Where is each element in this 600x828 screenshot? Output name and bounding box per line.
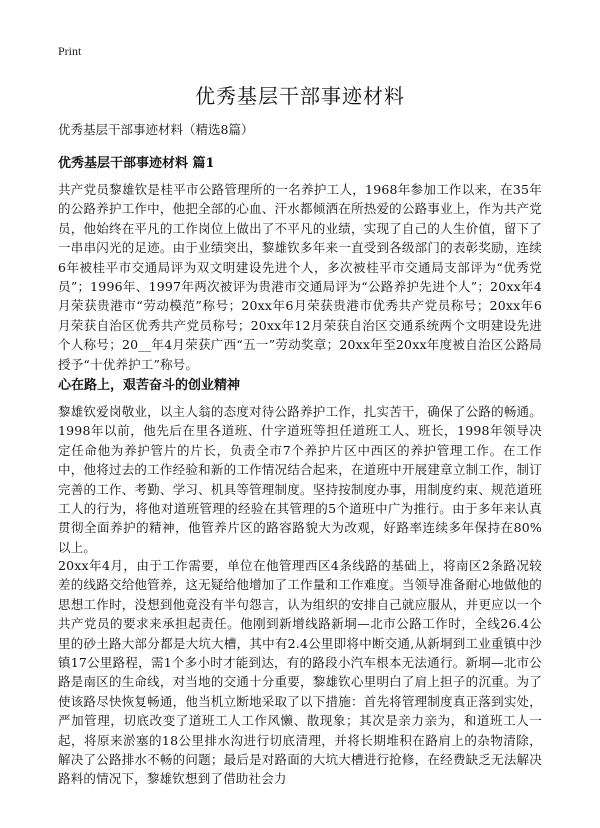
paragraph-3: 20xx年4月，由于工作需要，单位在他管理西区4条线路的基础上，将南区2条路况较差的线路交给他管养，这无疑给他增加了工作量和工作难度。当领导准备耐心地做他的思想工作时，没想到他竟没有半句怨言，认为组织的安排自己就应服从，并更应以一个共产党员的要求来承担起责任。他刚到新增线路新垌—北市公路工作时，全线26.4公里的砂土路大部分都是大坑大槽，其中有2.4公里即将中断交通,从新垌到工业重镇中沙镇17公里路程，需1个多小时才能到达，有的路段小汽车根本无法通行。新垌—北市公路是南区的生命线，对当地的交通十分重要，黎雄钦心里明白了肩上担子的沉重。为了使该路尽快恢复畅通，他当机立断地采取了以下措施：首先将管理制度真正落到实处，严加管理，切底改变了道班工人工作风懒、散现象；其次是亲力亲为，和道班工人一起，将原来淤塞的18公里排水沟进行切底清理，并将长期堆积在路肩上的杂物清除，解决了公路排水不畅的问题；最后是对路面的大坑大槽进行抢修，在经费缺乏无法解决路料的情况下，黎雄钦想到了借助社会力 (58, 558, 542, 787)
paragraph-1: 共产党员黎雄钦是桂平市公路管理所的一名养护工人，1968年参加工作以来，在35年的公路养护工作中，他把全部的心血、汗水都倾洒在所热爱的公路事业上，作为共产党员，他始终在平凡的工作岗位上做出了不平凡的业绩，实现了自己的人生价值，留下了一串串闪光的足迹。由于业绩突出，黎雄钦多年来一直受到各级部门的表彰奖励，连续6年被桂平市交通局评为双文明建设先进个人，多次被桂平市交通局支部评为“优秀党员”；1996年、1997年两次被评为贵港市交通局评为“公路养护先进个人”；20xx年4月荣获贵港市“劳动模范”称号；20xx年6月荣获贵港市优秀共产党员称号；20xx年6月荣获自治区优秀共产党员称号；20xx年12月荣获自治区交通系统两个文明建设先进个人称号；20__年4月荣获广西“五一”劳动奖章；20xx年至20xx年度被自治区公路局授予“十优养护工”称号。 (58, 182, 542, 372)
section-heading-1: 优秀基层干部事迹材料 篇1 (58, 156, 215, 171)
section-heading-2: 心在路上，艰苦奋斗的创业精神 (58, 378, 241, 393)
paragraph-2: 黎雄钦爱岗敬业，以主人翁的态度对待公路养护工作，扎实苦干，确保了公路的畅通。1998年以前，他先后在里各道班、什字道班等担任道班工人、班长，1998年领导决定任命他为养护管片的片长，负责全市7个养护片区中西区的养护管理工作。在工作中，他将过去的工作经验和新的工作情况结合起来，在道班中开展建章立制工作，制订完善的工作、考勤、学习、机具等管理制度。坚持按制度办事，用制度约束、规范道班工人的行为，将他对道班管理的经验在其管理的5个道班中广为推行。由于多年来认真贯彻全面养护的精神，他管养片区的路容路貌大为改观，好路率连续多年保持在80%以上。 (58, 404, 542, 555)
document-subtitle: 优秀基层干部事迹材料（精选8篇） (58, 122, 254, 137)
print-link[interactable]: Print (58, 44, 82, 58)
page-title: 优秀基层干部事迹材料 (195, 84, 405, 108)
